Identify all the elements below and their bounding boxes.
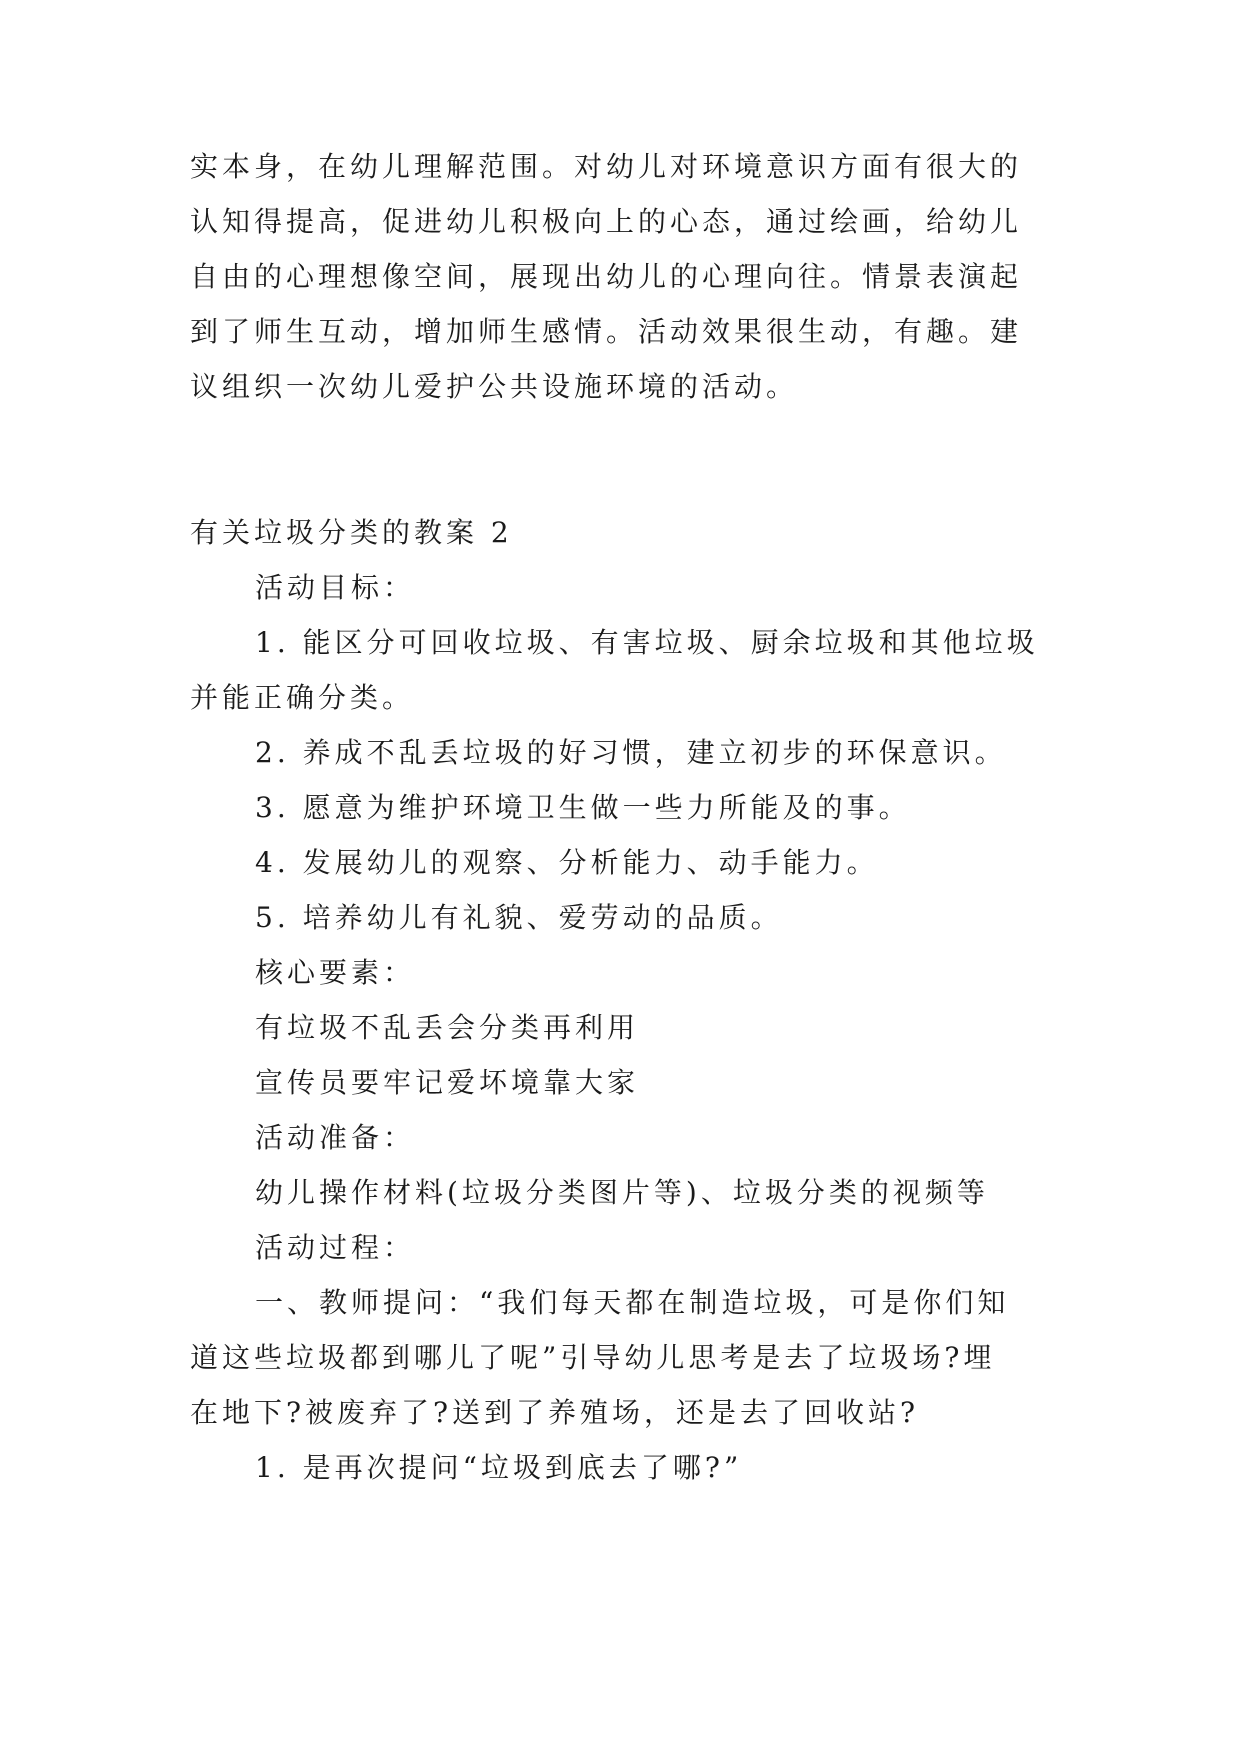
process-step: 一、教师提问：“我们每天都在制造垃圾，可是你们知	[255, 1286, 1010, 1319]
paragraph-line: 认知得提高，促进幼儿积极向上的心态，通过绘画，给幼儿	[190, 205, 1023, 238]
paragraph-line: 自由的心理想像空间，展现出幼儿的心理向往。情景表演起	[190, 260, 1023, 293]
goal-item-continuation: 并能正确分类。	[190, 681, 415, 714]
process-heading: 活动过程：	[255, 1231, 416, 1264]
goal-item: 1. 能区分可回收垃圾、有害垃圾、厨余垃圾和其他垃圾	[255, 626, 1039, 659]
prep-text: 幼儿操作材料(垃圾分类图片等)、垃圾分类的视频等	[255, 1176, 989, 1209]
core-item: 宣传员要牢记爱坏境靠大家	[255, 1066, 640, 1099]
process-step-continuation: 在地下?被废弃了?送到了养殖场，还是去了回收站?	[190, 1396, 920, 1429]
goal-item: 2. 养成不乱丢垃圾的好习惯，建立初步的环保意识。	[255, 736, 1007, 769]
goal-item: 3. 愿意为维护环境卫生做一些力所能及的事。	[255, 791, 911, 824]
goal-item: 4. 发展幼儿的观察、分析能力、动手能力。	[255, 846, 879, 879]
paragraph-line: 议组织一次幼儿爱护公共设施环境的活动。	[190, 370, 799, 403]
process-substep: 1. 是再次提问“垃圾到底去了哪?”	[255, 1451, 743, 1484]
process-step-continuation: 道这些垃圾都到哪儿了呢”引导幼儿思考是去了垃圾场?埋	[190, 1341, 996, 1374]
core-item: 有垃圾不乱丢会分类再利用	[255, 1011, 640, 1044]
goals-heading: 活动目标：	[255, 571, 416, 604]
paragraph-line: 实本身，在幼儿理解范围。对幼儿对环境意识方面有很大的	[190, 150, 1023, 183]
paragraph-line: 到了师生互动，增加师生感情。活动效果很生动，有趣。建	[190, 315, 1023, 348]
prep-heading: 活动准备：	[255, 1121, 416, 1154]
core-heading: 核心要素：	[255, 956, 416, 989]
section-title: 有关垃圾分类的教案 2	[190, 516, 513, 549]
goal-item: 5. 培养幼儿有礼貌、爱劳动的品质。	[255, 901, 783, 934]
